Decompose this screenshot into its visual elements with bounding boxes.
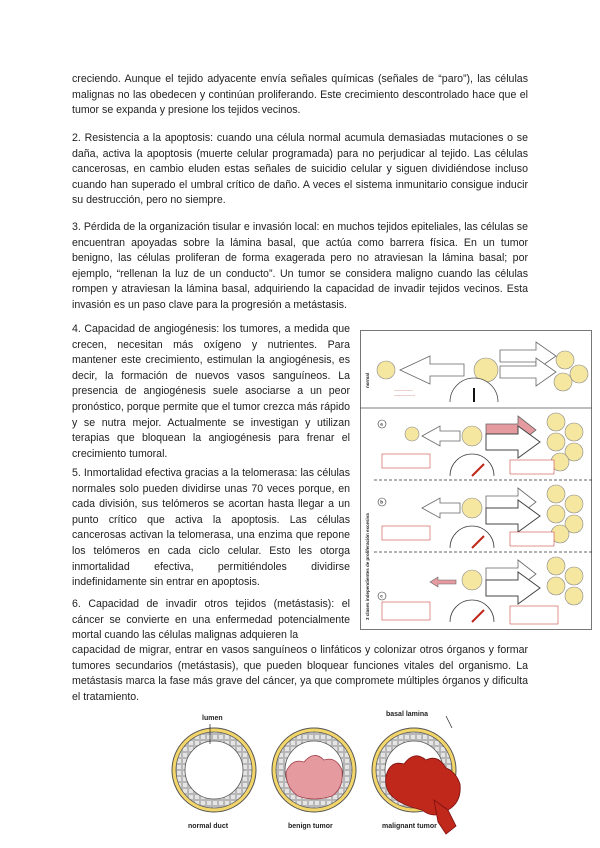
svg-text:~~~~~~~~: ~~~~~~~~: [394, 388, 413, 393]
svg-text:~~~~~~~~~: ~~~~~~~~~: [394, 393, 416, 398]
caption-benign-tumor: benign tumor: [288, 823, 333, 830]
proliferation-signals-figure: [360, 330, 592, 630]
normal-duct: [172, 724, 256, 812]
paragraph-apoptosis-resistance: 2. Resistencia a la apoptosis: cuando una célula normal acumula demasiadas mutaciones o se daña, activa la apoptosis (muerte celular programada) para no perjudicar al tejido. Las células cancerosas, en cambio eluden estas señales de suicidio celular y siguen dividiéndose incluso cuando han superado el umbral crítico de daño. A veces el sistema inmunitario consigue inducir su destrucción, pero no siempre.: [72, 132, 528, 207]
label-lumen: lumen: [202, 715, 223, 722]
side-label-normal: normal: [365, 372, 370, 388]
benign-tumor: [272, 728, 356, 812]
panel-letter-c: c: [380, 593, 383, 599]
panel-letter-a: a: [380, 421, 383, 427]
paragraph-growth-continuation: creciendo. Aunque el tejido adyacente envía señales químicas (señales de “paro”), las células malignas no las obedecen y continúan proliferando. Este crecimiento descontrolado hace que el tumor se expanda y presione los tejidos vecinos.: [72, 73, 528, 117]
side-label-proliferation: 3 clases independientes de proliferación excesiva: [365, 513, 370, 620]
paragraph-metastasis-intro: 6. Capacidad de invadir otros tejidos (metástasis): el cáncer se convierte en una enfermedad potencialmente mortal cuando las células malignas adquieren la: [72, 598, 350, 642]
paragraph-tissue-invasion: 3. Pérdida de la organización tisular e invasión local: en muchos tejidos epiteliales, las células se encuentran apoyadas sobre la lámina basal, que actúa como barrera física. En un tumor benigno, las células proliferan de forma exagerada pero no atraviesan la lámina basal; por ejemplo, “rellenan la luz de un conducto”. Un tumor se considera maligno cuando las células rompen y atraviesan la lámina basal, adquiriendo la capacidad de invadir tejidos vecinos. Esta invasión es un paso clave para la progresión a metástasis.: [72, 221, 528, 311]
caption-malignant-tumor: malignant tumor: [382, 823, 437, 830]
malignant-tumor: [372, 716, 460, 834]
caption-normal-duct: normal duct: [188, 823, 229, 830]
panel-letter-b: b: [380, 499, 383, 505]
label-basal-lamina: basal lamina: [386, 711, 429, 718]
duct-tumor-figure: [164, 710, 464, 840]
paragraph-telomerase: 5. Inmortalidad efectiva gracias a la telomerasa: las células normales solo pueden dividirse unas 70 veces porque, en cada división, sus telómeros se acortan hasta llegar a un punto crítico que activa la apoptosis. Las células cancerosas activan la telomerasa, una enzima que repone los telómeros en cada ciclo celular. Esto les otorga inmortalidad efectiva, permitiéndoles dividirse indefinidamente sin entrar en apoptosis.: [72, 467, 350, 589]
paragraph-metastasis-cont: capacidad de migrar, entrar en vasos sanguíneos o linfáticos y colonizar otros órganos y formar tumores secundarios (metástasis), que pueden bloquear funciones vitales del organismo. La metástasis marca la fase más grave del cáncer, ya que compromete múltiples órganos y dificulta el tratamiento.: [72, 644, 528, 703]
paragraph-angiogenesis: 4. Capacidad de angiogénesis: los tumores, a medida que crecen, necesitan más oxígeno y nutrientes. Para mantener este crecimiento, estimulan la angiogénesis, es decir, la formación de nuevos vasos sanguíneos. La presencia de angiogénesis suele asociarse a un peor pronóstico, porque permite que el tumor crezca más rápido y se nutra mejor. Actualmente se investigan y utilizan terapias que bloquean la angiogénesis para frenar el crecimiento tumoral.: [72, 323, 350, 460]
